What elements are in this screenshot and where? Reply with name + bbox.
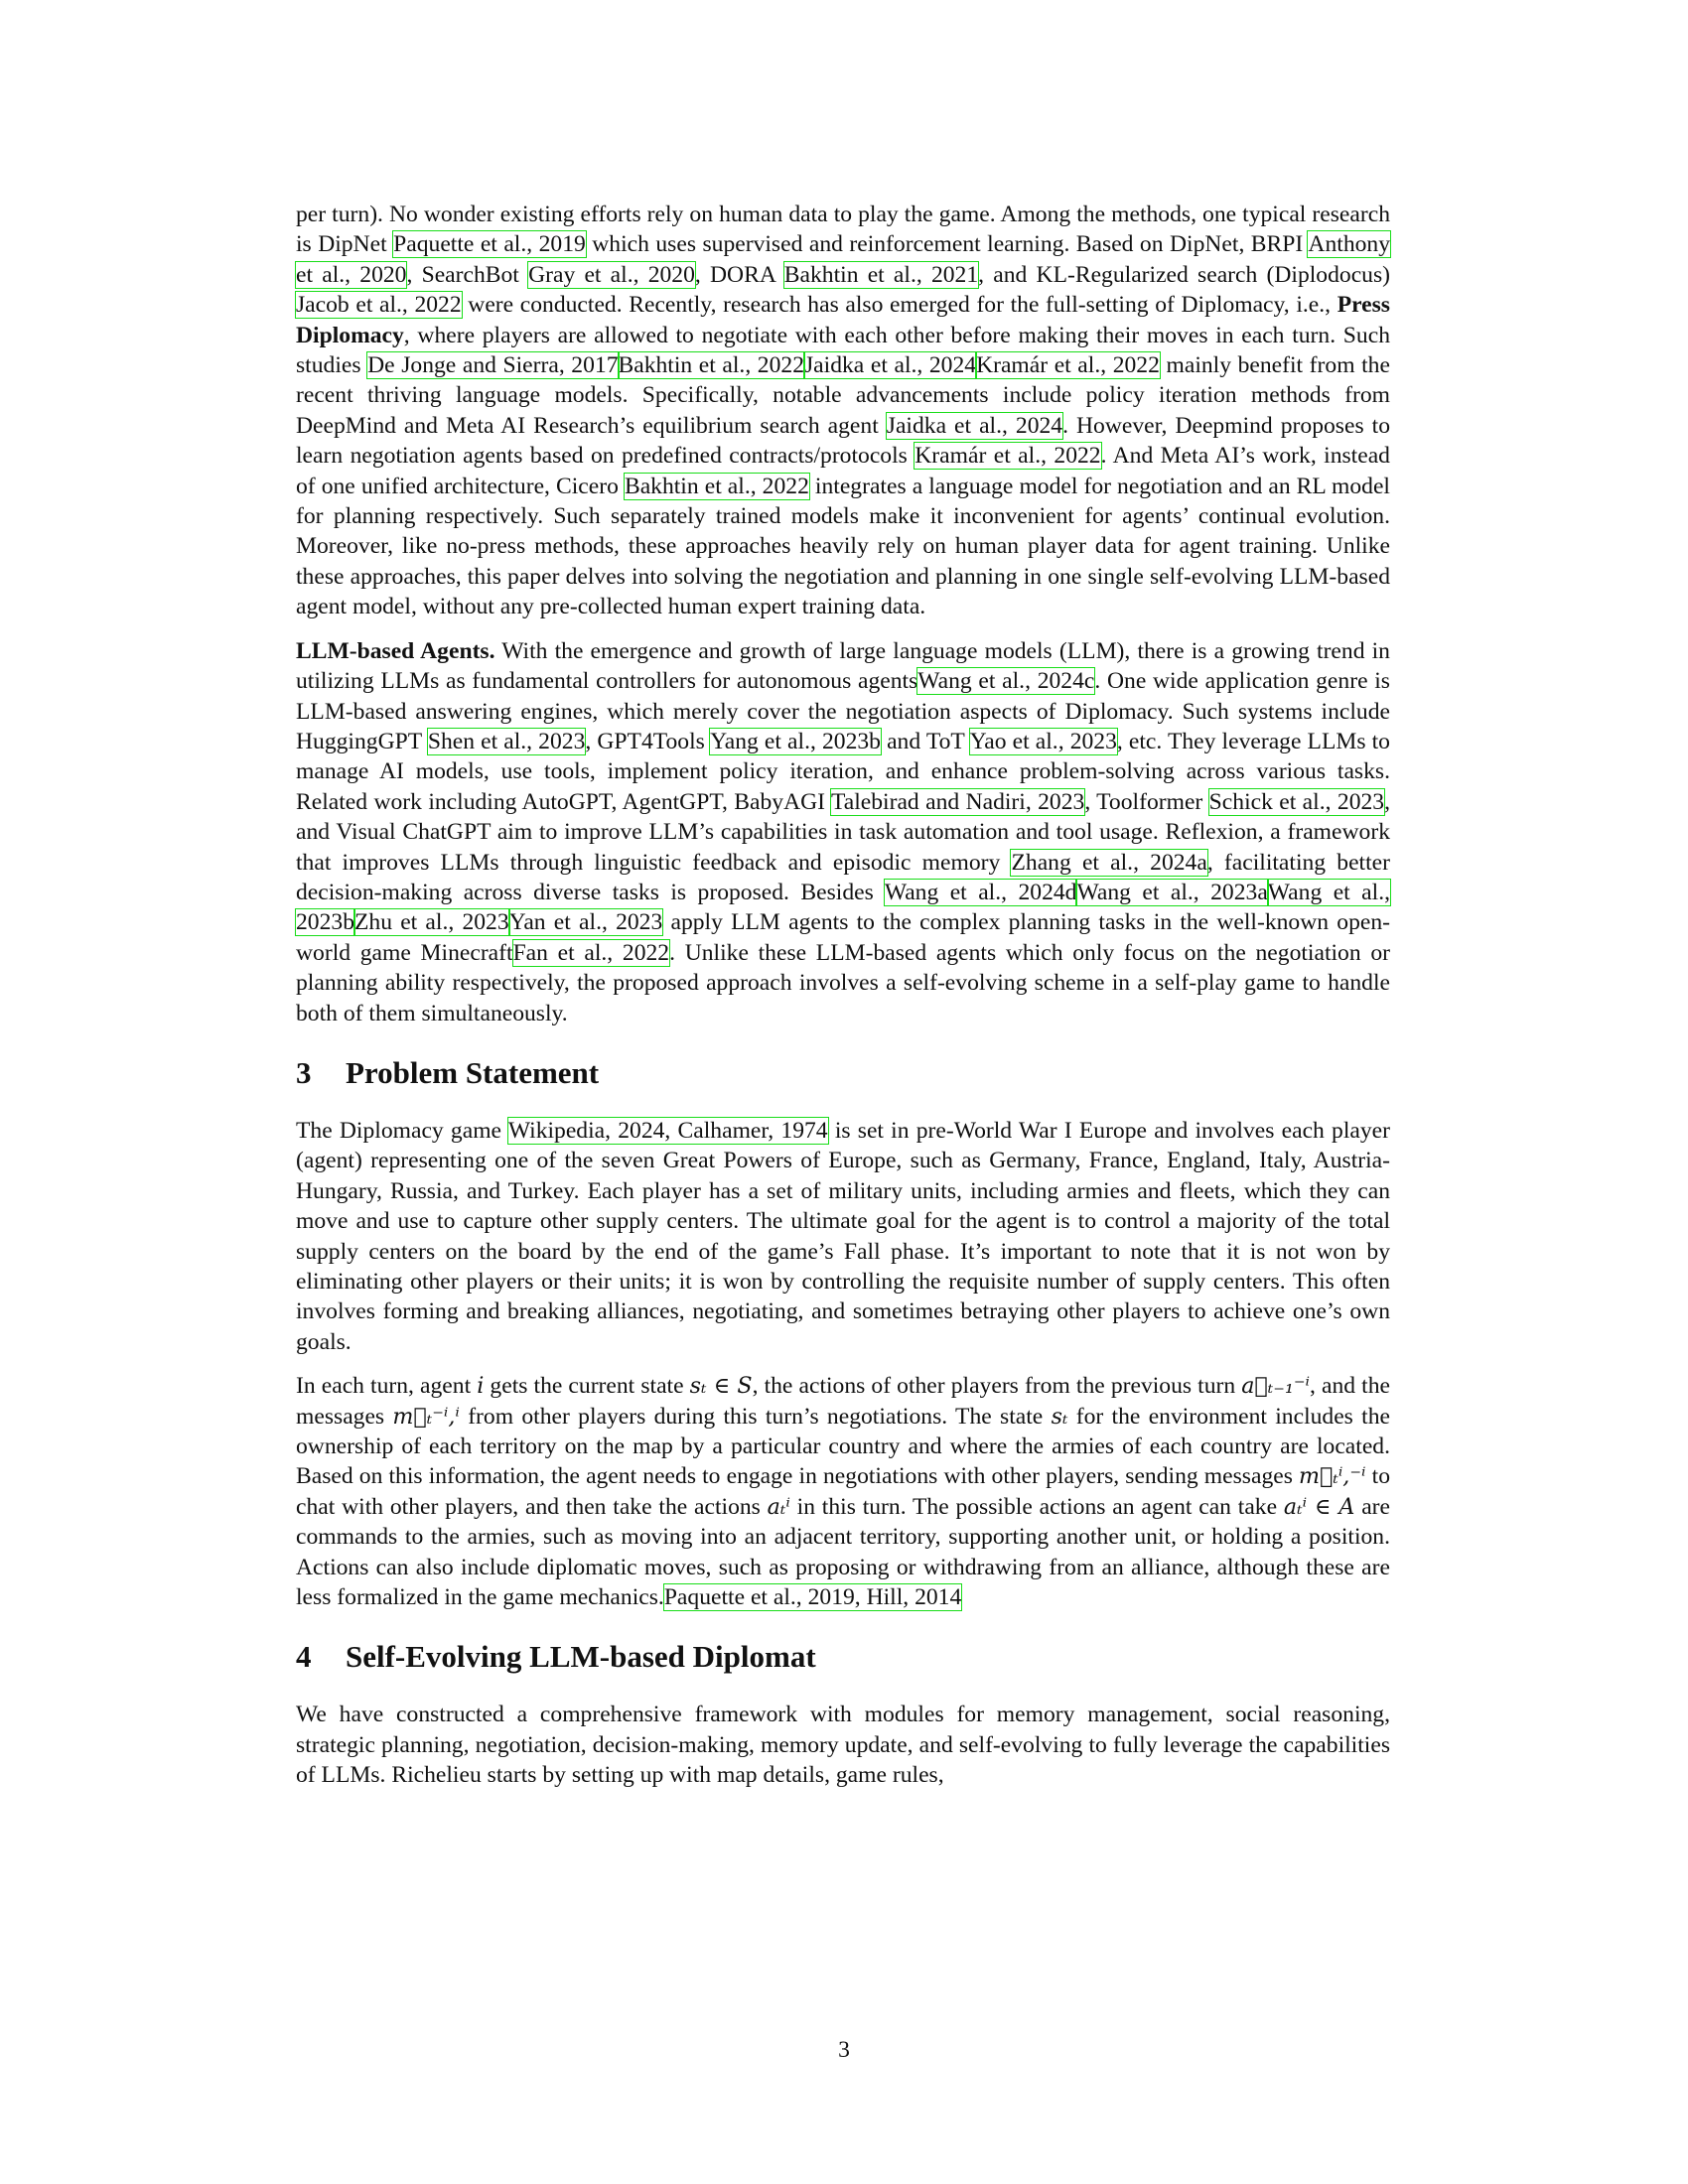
citation-link[interactable]: Zhu et al., 2023 bbox=[353, 909, 509, 936]
text-run: to chat with other players, and then take the actions bbox=[296, 1463, 1390, 1520]
citation-link[interactable]: Fan et al., 2022 bbox=[512, 939, 670, 966]
text-run: , and Visual ChatGPT aim to improve LLM’s capabilities in task automation and tool usage. Reflexion, a framework that improves LLMs through linguistic feedback and episodic memory bbox=[296, 788, 1390, 876]
paragraph bbox=[296, 1371, 1390, 1612]
math-symbol: aₜⁱ ∈ A bbox=[1283, 1493, 1355, 1520]
paragraph bbox=[296, 1700, 1390, 1790]
paragraph bbox=[296, 1116, 1390, 1357]
text-run: , and the messages bbox=[296, 1373, 1390, 1430]
text-run: , SearchBot bbox=[406, 261, 529, 288]
citation-link[interactable]: Paquette et al., 2019 bbox=[393, 231, 586, 258]
math-symbol: sₜ bbox=[1051, 1403, 1068, 1430]
citation-link[interactable]: Kramár et al., 2022 bbox=[914, 443, 1101, 470]
citation-link[interactable]: Bakhtin et al., 2022 bbox=[624, 473, 809, 499]
math-symbol: m⃗ₜ⁻ⁱ,ⁱ bbox=[392, 1403, 460, 1430]
text-run: In each turn, agent bbox=[296, 1373, 478, 1400]
citation-link[interactable]: Wang et al., 2024c bbox=[917, 668, 1095, 695]
paragraph bbox=[296, 636, 1390, 1028]
text-run: gets the current state bbox=[484, 1373, 690, 1400]
math-symbol: aₜⁱ bbox=[767, 1493, 790, 1520]
citation-link[interactable]: Yan et al., 2023 bbox=[508, 909, 663, 936]
citation-link[interactable]: Shen et al., 2023 bbox=[427, 728, 586, 754]
citation-link[interactable]: Wang et al., 2023a bbox=[1076, 879, 1268, 905]
citation-link[interactable]: Zhang et al., 2024a bbox=[1011, 849, 1207, 876]
text-run: which uses supervised and reinforcement learning. Based on DipNet, BRPI bbox=[585, 231, 1309, 258]
page-body bbox=[296, 200, 1390, 1791]
math-symbol: a⃗ₜ₋₁⁻ⁱ bbox=[1241, 1373, 1311, 1400]
text-run: per turn). No wonder existing efforts rely on human data to play the game. Among the methods, one typical research is DipNet bbox=[296, 202, 1390, 258]
section-heading bbox=[296, 1054, 1390, 1092]
citation-link[interactable]: Yang et al., 2023b bbox=[710, 728, 881, 754]
math-symbol: sₜ ∈ S bbox=[689, 1373, 753, 1400]
citation-link[interactable]: Gray et al., 2020 bbox=[528, 261, 695, 288]
text-run: are commands to the armies, such as moving into an adjacent territory, supporting another unit, or holding a position. Actions can also include diplomatic moves, such as proposing or withdrawing from an alliance, although these are less formalized in the game mechanics. bbox=[296, 1493, 1390, 1611]
text-run: for the environment includes the ownership of each territory on the map by a particular country and where the armies of each country are located. Based on this information, the agent needs to engage in negotiations with other players, sending messages bbox=[296, 1403, 1390, 1490]
math-symbol: m⃗ₜⁱ,⁻ⁱ bbox=[1299, 1463, 1366, 1490]
citation-link[interactable]: Wikipedia, 2024, Calhamer, 1974 bbox=[507, 1117, 828, 1144]
text-run: . However, Deepmind proposes to learn negotiation agents based on predefined contracts/protocols bbox=[296, 412, 1390, 470]
text-run: apply LLM agents to the complex planning tasks in the well-known open-world game Minecraft bbox=[296, 909, 1390, 966]
text-run: , GPT4Tools bbox=[585, 728, 711, 754]
citation-link[interactable]: Yao et al., 2023 bbox=[969, 728, 1117, 754]
text-run: The Diplomacy game bbox=[296, 1117, 508, 1144]
text-run: integrates a language model for negotiation and an RL model for planning respectively. Such separately trained models make it inconvenient for agents’ continual evolution. Moreover, like no-press methods, these approaches heavily rely on human player data for agent training. Unlike these approaches, this paper delves into solving the negotiation and planning in one single self-evolving LLM-based agent model, without any pre-collected human expert training data. bbox=[296, 473, 1390, 620]
paragraph bbox=[296, 200, 1390, 622]
citation-link[interactable]: Talebirad and Nadiri, 2023 bbox=[830, 788, 1085, 815]
section-title: Self-Evolving LLM-based Diplomat bbox=[346, 1639, 816, 1675]
citation-link[interactable]: Bakhtin et al., 2022 bbox=[618, 352, 804, 379]
text-run: and ToT bbox=[880, 728, 970, 754]
citation-link[interactable]: Kramár et al., 2022 bbox=[976, 352, 1160, 379]
section-title: Problem Statement bbox=[346, 1054, 600, 1090]
page-number: 3 bbox=[838, 2037, 850, 2063]
text-run: With the emergence and growth of large language models (LLM), there is a growing trend in utilizing LLMs as fundamental controllers for autonomous agents bbox=[296, 637, 1390, 695]
math-symbol: i bbox=[477, 1373, 485, 1400]
citation-link[interactable]: De Jonge and Sierra, 2017 bbox=[367, 352, 619, 379]
citation-link[interactable]: Schick et al., 2023 bbox=[1208, 788, 1385, 815]
text-run: We have constructed a comprehensive framework with modules for memory management, social reasoning, strategic planning, negotiation, decision-making, memory update, and self-evolving to fully leverage the capabilities of LLMs. Richelieu starts by setting up with map details, game rules, bbox=[296, 1702, 1390, 1789]
text-run: , where players are allowed to negotiate with each other before making their moves in each turn. Such studies bbox=[296, 322, 1390, 379]
text-run: were conducted. Recently, research has also emerged for the full-setting of Diplomacy, i.e., bbox=[461, 292, 1337, 319]
citation-link[interactable]: Paquette et al., 2019, Hill, 2014 bbox=[663, 1584, 962, 1611]
text-run: is set in pre-World War I Europe and involves each player (agent) representing one of the seven Great Powers of Europe, such as Germany, France, England, Italy, Austria-Hungary, Russia, and Turkey. Each player has a set of military units, including armies and fleets, which they can move and use to capture other supply centers. The ultimate goal for the agent is to control a majority of the total supply centers on the board by the end of the game’s Fall phase. It’s important to note that it is not won by eliminating other players or their units; it is won by controlling the requisite number of supply centers. This often involves forming and breaking alliances, negotiating, and sometimes betraying other players to achieve one’s own goals. bbox=[296, 1117, 1391, 1355]
citation-link[interactable]: Wang et al., 2024d bbox=[884, 879, 1077, 905]
citation-link[interactable]: Wang et al., 2023b bbox=[296, 879, 1391, 936]
text-run: , DORA bbox=[694, 261, 784, 288]
text-run: , etc. They leverage LLMs to manage AI models, use tools, implement policy iteration, and enhance problem-solving across various tasks. Related work including AutoGPT, AgentGPT, BabyAGI bbox=[296, 728, 1390, 815]
text-run: , facilitating better decision-making across diverse tasks is proposed. Besides bbox=[296, 849, 1390, 905]
section-number: 3 bbox=[296, 1054, 312, 1090]
text-run: , the actions of other players from the previous turn bbox=[752, 1373, 1242, 1400]
text-run: , and KL-Regularized search (Diplodocus) bbox=[978, 261, 1390, 288]
citation-link[interactable]: Bakhtin et al., 2021 bbox=[783, 261, 979, 288]
text-run: . Unlike these LLM-based agents which only focus on the negotiation or planning ability respectively, the proposed approach involves a self-evolving scheme in a self-play game to handle both of them simultaneously. bbox=[296, 939, 1391, 1026]
text-run: . And Meta AI’s work, instead of one unified architecture, Cicero bbox=[296, 443, 1390, 499]
bold-term: Press Diplomacy bbox=[296, 292, 1390, 348]
section-heading bbox=[296, 1638, 1390, 1676]
section-number: 4 bbox=[296, 1639, 312, 1675]
text-run: mainly benefit from the recent thriving language models. Specifically, notable advancements include policy iteration methods from DeepMind and Meta AI Research’s equilibrium search agent bbox=[296, 352, 1390, 439]
paragraph-lead: LLM-based Agents. bbox=[296, 637, 495, 664]
citation-link[interactable]: Jaidka et al., 2024 bbox=[804, 352, 977, 379]
citation-link[interactable]: Jaidka et al., 2024 bbox=[886, 412, 1063, 439]
citation-link[interactable]: Anthony et al., 2020 bbox=[296, 231, 1390, 288]
text-run: , Toolformer bbox=[1084, 788, 1209, 815]
citation-link[interactable]: Jacob et al., 2022 bbox=[296, 292, 462, 319]
text-run: in this turn. The possible actions an agent can take bbox=[789, 1493, 1284, 1520]
text-run: from other players during this turn’s negotiations. The state bbox=[459, 1403, 1052, 1430]
text-run: . One wide application genre is LLM-based answering engines, which merely cover the negotiation aspects of Diplomacy. Such systems include HuggingGPT bbox=[296, 668, 1390, 754]
